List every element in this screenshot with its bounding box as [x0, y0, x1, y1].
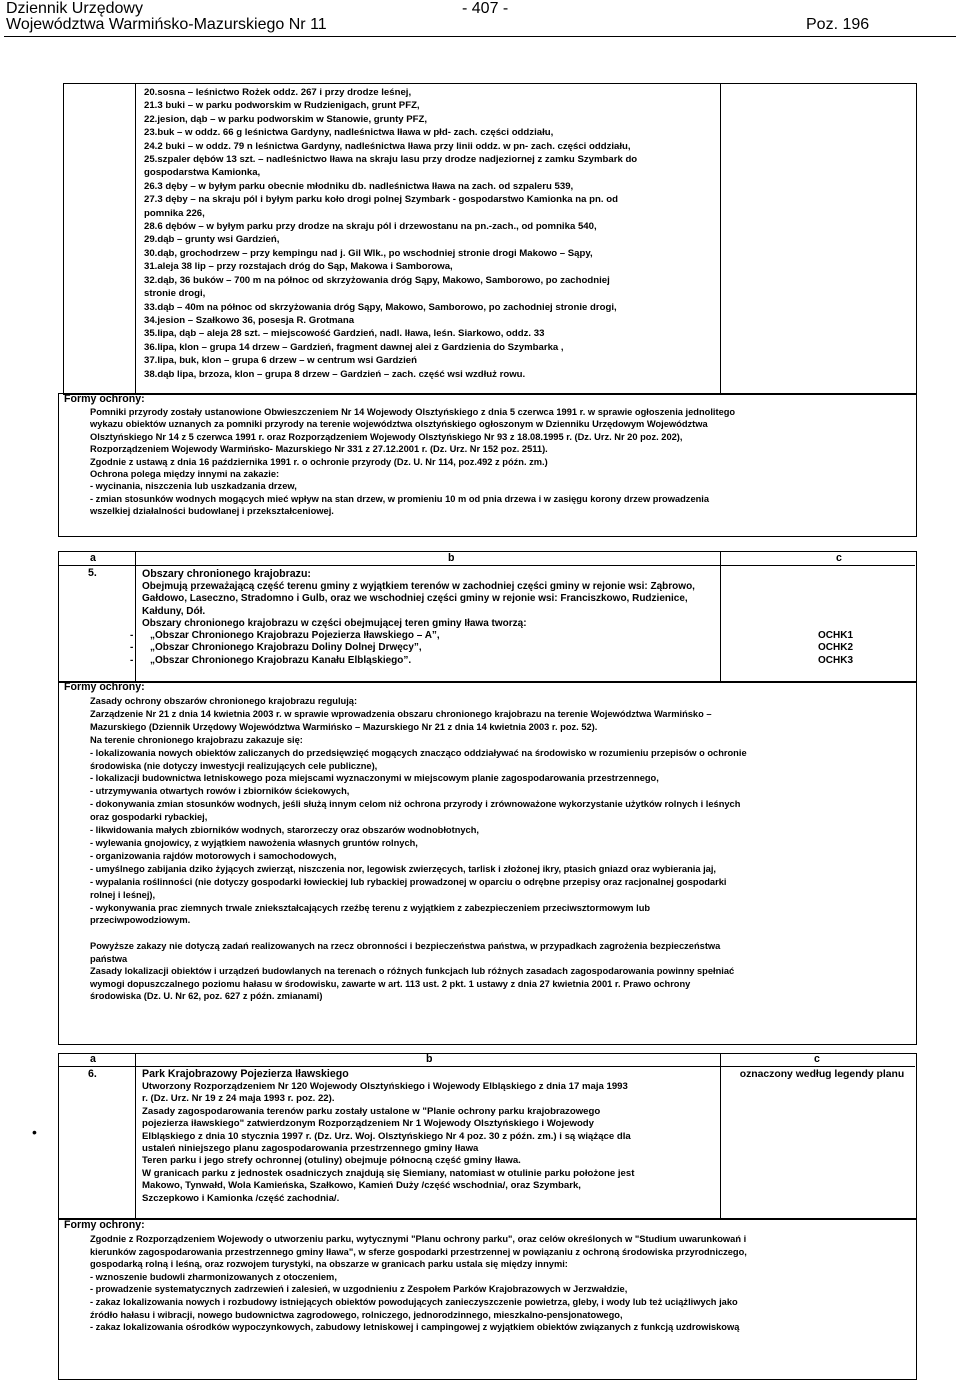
text-line: Zasady zagospodarowania terenów parku zostały ustalone w "Planie ochrony parku krajobrazowego — [142, 1105, 601, 1117]
text-line: gospodarstwa Kamionka, — [144, 167, 261, 179]
area-dash: - — [130, 642, 134, 654]
text-line: Utworzony Rozporządzeniem Nr 120 Wojewody Olsztyńskiego i Wojewody Elbląskiego z dnia 17 maja 1993 — [142, 1081, 628, 1092]
forms3-label: Formy ochrony: — [64, 1219, 145, 1231]
text-line: - zakaz lokalizowania nowych i rozbudowy istniejących obiektów powodujących zanieczyszczenie powietrza, gleby, i wody lub też uciążliwych jako — [90, 1296, 738, 1307]
col-b-divider — [720, 83, 721, 393]
area-dash: - — [130, 654, 134, 666]
protected-area-row — [130, 630, 870, 642]
text-line: gospodarką rolną i leśną, oraz rozwojem turystyki, na obszarze w granicach parku ustala się między innymi: — [90, 1259, 568, 1270]
text-line: 27.3 dęby – na skraju pól i byłym parku koło drogi polnej Szymbark - gospodarstwo Kamionka na pn. od — [144, 194, 618, 206]
text-line: Kałduny, Dół. — [142, 605, 206, 617]
text-line: - wypalania roślinności (nie dotyczy gospodarki łowieckiej lub rybackiej prowadzonej w oparciu o odrębne przepisy oraz racjonalnej gospodarki — [90, 876, 727, 887]
text-line: Obszary chronionego krajobrazu w części obejmującej teren gminy Iława tworzą: — [142, 617, 527, 629]
page-number: - 407 - — [462, 0, 509, 17]
text-line: 29.dąb – grunty wsi Gardzień, — [144, 234, 280, 246]
text-line: 34.jesion – Szałkowo 36, posesja R. Grotmana — [144, 314, 355, 326]
row6-legend: oznaczony według legendy planu — [739, 1069, 905, 1080]
journal-title: Dziennik Urzędowy — [6, 0, 143, 17]
text-line: 28.6 dębów – w byłym parku przy drodze na skraju pól i drzewostanu na pn.-zach., od pomnika 540, — [144, 221, 597, 233]
text-line: - zakaz lokalizowania ośrodków wypoczynkowych, zabudowy letniskowej i campingowej z wyjątkiem obiektów związanych z funkcją uzdrowiskową — [90, 1322, 740, 1333]
text-line: źródło hałasu i wibracji, nowego budownictwa zagrodowego, rolniczego, jednorodzinnego, mieszkalno-pensjonatowego, — [90, 1309, 623, 1320]
row6-col-a-header: a — [90, 1053, 96, 1065]
text-line: ustaleń niniejszego planu zagospodarowania przestrzennego gminy Iława — [142, 1143, 479, 1155]
text-line: - lokalizacji budownictwa letniskowego poza miejscami wyznaczonymi w miejscowym planie zagospodarowania przestrzennego, — [90, 773, 659, 784]
text-line: - likwidowania małych zbiorników wodnych, starorzeczy oraz obszarów wodnobłotnych, — [90, 825, 479, 836]
text-line: Olsztyńskiego Nr 14 z 5 czerwca 1991 r. oraz Rozporządzeniem Wojewody Olsztyńskiego Nr 93 z 18.08.1995 r. (Dz. Urz. Nr 20 poz. 202), — [90, 431, 683, 442]
text-line: Obejmują przeważającą część terenu gminy z wyjątkiem terenów w zachodniej części gminy w rejonie wsi: Ząbrowo, — [142, 581, 695, 592]
row5-areas — [130, 630, 870, 667]
text-line: - lokalizowania nowych obiektów zaliczanych do przedsięwzięć mogących znacząco oddziaływać na środowisko w rozumieniu przepisów o ochronie — [90, 747, 747, 758]
text-line: kierunków zagospodarowania przestrzennego gminy Iława", w sferze gospodarki przestrzennej w powiązaniu z ochroną środowiska przyrodniczego, — [90, 1246, 747, 1257]
area-code: OCHK2 — [818, 642, 854, 654]
text-line: - zmian stosunków wodnych mogących mieć wpływ na stan drzew, w promieniu 10 m od pnia drzewa i w zasięgu korony drzew prowadzenia — [90, 493, 710, 504]
text-line: państwa — [90, 953, 128, 964]
text-line: Zgodnie z Rozporządzeniem Wojewody o utworzeniu parku, wytycznymi "Planu ochrony parku", oraz celów określonych w "Studium uwarunkowań i — [90, 1234, 747, 1244]
text-line: - wznoszenie budowli zharmonizowanych z otoczeniem, — [90, 1271, 337, 1282]
col-a-divider — [135, 83, 136, 393]
text-line: 21.3 buki – w parku podworskim w Rudzienigach, grunt PFZ, — [144, 100, 420, 112]
text-line: wykazu obiektów uznanych za pomniki przyrody na terenie województwa olsztyńskiego ogłoszonym w Dzienniku Urzędowym Województwa — [90, 419, 708, 430]
area-name: „Obszar Chronionego Krajobrazu Pojezierza Iławskiego – A”, — [150, 630, 440, 641]
position-number: Poz. 196 — [806, 16, 870, 33]
text-line: rolnej i leśnej), — [90, 889, 156, 900]
text-line: W granicach parku z jednostek osadniczych znajdują się Siemiany, natomiast w otulinie parku położone jest — [142, 1167, 635, 1179]
row5-text — [142, 581, 718, 630]
text-line: środowiska (Dz. U. Nr 62, poz. 627 z późn. zmianami) — [90, 991, 323, 1002]
row6-col-b-divider — [720, 1053, 721, 1218]
text-line: Mazurskiego (Dziennik Urzędowy Województwa Warmińsko – Mazurskiego Nr 21 z dnia 14 kwietnia 2003 r. poz. 52). — [90, 721, 598, 732]
protected-area-row — [130, 642, 870, 654]
text-line: Zarządzenie Nr 21 z dnia 14 kwietnia 2003 r. w sprawie wprowadzenia obszaru chronionego krajobrazu na terenie Województwa Warmińsko – — [90, 708, 712, 719]
text-line: Szczepkowo i Kamionka /część zachodnia/. — [142, 1192, 340, 1204]
text-line: 38.dąb lipa, brzoza, klon – grupa 8 drzew – Gardzień – zach. część wsi wzdłuż rowu. — [144, 368, 526, 380]
col-b-header: b — [448, 552, 455, 564]
forms3-text — [90, 1233, 912, 1334]
area-name: „Obszar Chronionego Krajobrazu Doliny Dolnej Drwęcy”, — [150, 642, 422, 654]
row5-title: Obszary chronionego krajobrazu: — [142, 568, 311, 580]
text-line: 37.lipa, buk, klon – grupa 6 drzew – w centrum wsi Gardzień — [144, 355, 417, 367]
area-dash: - — [130, 630, 134, 641]
forms2-text-b — [90, 940, 912, 1003]
area-name: „Obszar Chronionego Krajobrazu Kanału Elbląskiego”. — [150, 654, 412, 666]
row6-text — [142, 1081, 718, 1205]
text-line: 22.jesion, dąb – w parku podworskim w Stanowie, grunty PFZ, — [144, 113, 428, 125]
text-line: 24.2 buki – w oddz. 79 n leśnictwa Gardyny, nadleśnictwa Iława przy linii oddz. w pn- zach. części oddziału, — [144, 140, 631, 152]
text-line: Zasady ochrony obszarów chronionego krajobrazu regulują: — [90, 696, 358, 706]
text-line: 31.aleja 38 lip – przy rozstajach dróg do Sąp, Makowa i Samborowa, — [144, 261, 453, 273]
text-line: - dokonywania zmian stosunków wodnych, jeśli służą innym celom niż ochrona przyrody i zrównoważone wykorzystanie użytków rolnych i leśnych — [90, 799, 741, 810]
text-line: - umyślnego zabijania dziko żyjących zwierząt, niszczenia nor, legowisk zwierzęcych, tarlisk i złożonej ikry, ptasich gniazd oraz wybierania jaj, — [90, 863, 717, 874]
area-code: OCHK3 — [818, 654, 854, 666]
col-c-header: c — [836, 552, 842, 564]
text-line: - wykonywania prac ziemnych trwale zniekształcających rzeźbę terenu z wyjątkiem z zabezpieczeniem przeciwsztormowym lub — [90, 902, 651, 913]
text-line: Na terenie chronionego krajobrazu zakazuje się: — [90, 734, 303, 745]
row6-header-rule — [58, 1066, 915, 1067]
text-line: 32.dąb, 36 buków – 700 m na północ od skrzyżowania dróg Sąpy, Makowo, Samborowo, po zachodniej — [144, 274, 610, 286]
text-line: r. (Dz. Urz. Nr 19 z 24 maja 1993 r. poz. 22). — [142, 1093, 335, 1105]
row5-col-a-divider — [135, 551, 136, 681]
text-line: 33.dąb – 40m na północ od skrzyżowania dróg Sąpy, Makowo, Samborowo, po zachodniej stronie drogi, — [144, 301, 617, 313]
text-line: Powyższe zakazy nie dotyczą zadań realizowanych na rzecz obronności i bezpieczeństwa państwa, w przypadkach zagrożenia bezpieczeństwa — [90, 941, 721, 951]
text-line: - prowadzenie systematycznych zadrzewień i zalesień, w uzgodnieniu z Zespołem Parków Krajobrazowych w Jerzwałdzie, — [90, 1284, 628, 1295]
text-line: Zgodnie z ustawą z dnia 16 października 1991 r. o ochronie przyrody (Dz. U. Nr 114, poz.492 z późn. zm.) — [90, 456, 548, 467]
text-line: - wycinania, niszczenia lub uszkadzania drzew, — [90, 481, 297, 492]
text-line: 23.buk – w oddz. 66 g leśnictwa Gardyny, nadleśnictwa Iława w płd- zach. części oddziału, — [144, 127, 554, 139]
text-line: Zasady lokalizacji obiektów i urządzeń budowlanych na terenach o różnych funkcjach lub różnych zasadach zagospodarowania powinny spełniać — [90, 966, 735, 977]
text-line: przeciwpowodziowym. — [90, 915, 191, 926]
area-code: OCHK1 — [818, 630, 854, 641]
text-line: Gałdowo, Laseczno, Stradomno i Gulb, oraz we wschodniej części gminy w rejonie wsi: Franciszkowo, Rudzienice, — [142, 593, 688, 605]
text-line: 36.lipa, klon – grupa 14 drzew – Gardzień, fragment dawnej alei z Gardzienia do Szymbarka , — [144, 341, 564, 353]
forms2-text — [90, 695, 912, 927]
row6-col-c-header: c — [814, 1053, 820, 1065]
text-line: Makowo, Tynwałd, Wola Kamieńska, Szałkowo, Kamień Duży /część wschodnia/, oraz Szymbark, — [142, 1180, 581, 1192]
text-line: 20.sosna – leśnictwo Rożek oddz. 267 i przy drodze leśnej, — [144, 87, 412, 98]
text-line: 30.dąb, grochodrzew – przy kempingu nad j. Gil Wlk., po wschodniej stronie drogi Makowo – Sąpy, — [144, 247, 593, 259]
text-line: oraz gospodarki rybackiej, — [90, 812, 208, 823]
text-line: Teren parku i jego strefy ochronnej (otuliny) obejmuje północną część gminy Iława. — [142, 1155, 521, 1167]
text-line: Elbląskiego z dnia 10 stycznia 1997 r. (Dz. Urz. Woj. Olsztyńskiego Nr 4 poz. 30 z późn. zm.) i są wiążące dla — [142, 1130, 631, 1142]
row6-col-b-header: b — [426, 1053, 433, 1065]
text-line: pomnika 226, — [144, 207, 205, 219]
row5-number: 5. — [88, 567, 97, 579]
page-header — [0, 0, 960, 40]
forms1-text — [90, 406, 912, 518]
text-line: pojezierza iławskiego" zatwierdzonym Rozporządzeniem Nr 1 Wojewody Olsztyńskiego i Wojewody — [142, 1118, 594, 1130]
text-line: środowiska (nie dotyczy inwestycji realizujących cele publiczne), — [90, 760, 378, 771]
text-line: 35.lipa, dąb – aleja 28 szt. – miejscowość Gardzień, nadl. Iława, leśn. Siarkowo, oddz. 33 — [144, 328, 545, 340]
col-a-header: a — [90, 552, 96, 564]
region-title: Województwa Warmińsko-Mazurskiego Nr 11 — [6, 16, 327, 33]
text-line: - organizowania rajdów motorowych i samochodowych, — [90, 850, 337, 861]
text-line: wszelkiej działalności budowlanej i przekształceniowej. — [90, 506, 334, 517]
document-sheet — [60, 83, 920, 1378]
row5-header-rule — [58, 565, 915, 566]
bullet-mark: • — [32, 1124, 37, 1140]
row6-title: Park Krajobrazowy Pojezierza Iławskiego — [142, 1068, 349, 1080]
header-rule — [4, 36, 956, 37]
text-line: Ochrona polega między innymi na zakazie: — [90, 469, 280, 480]
text-line: stronie drogi, — [144, 288, 206, 300]
text-line: 25.szpaler dębów 13 szt. – nadleśnictwo Iława na skraju lasu przy drodze nadjeziornej z zamku Szymbark do — [144, 154, 638, 166]
protected-area-row — [130, 654, 870, 667]
monuments-list — [144, 86, 720, 381]
row6-col-a-divider — [135, 1053, 136, 1218]
row6-number: 6. — [88, 1068, 97, 1080]
text-line: wymogi dopuszczalnego poziomu hałasu w środowisku, zawarte w art. 113 ust. 2 pkt. 1 ustawy z dnia 27 kwietnia 2001 r. Prawo ochrony — [90, 978, 691, 989]
text-line: - wylewania gnojowicy, z wyjątkiem nawożenia własnych gruntów rolnych, — [90, 837, 418, 848]
forms1-label: Formy ochrony: — [64, 393, 145, 405]
text-line: Rozporządzeniem Wojewody Warmińsko- Mazurskiego Nr 331 z 27.12.2001 r. (Dz. Urz. Nr 152 poz. 2511). — [90, 444, 548, 455]
text-line: Pomniki przyrody zostały ustanowione Obwieszczeniem Nr 14 Wojewody Olsztyńskiego z dnia 5 czerwca 1991 r. w sprawie ogłoszenia jednolitego — [90, 407, 736, 417]
text-line: - utrzymywania otwartych rowów i zbiorników ściekowych, — [90, 786, 350, 797]
text-line: 26.3 dęby – w byłym parku obecnie młodniku db. nadleśnictwa Iława na zach. od szpaleru 539, — [144, 180, 574, 192]
forms2-label: Formy ochrony: — [64, 681, 145, 693]
